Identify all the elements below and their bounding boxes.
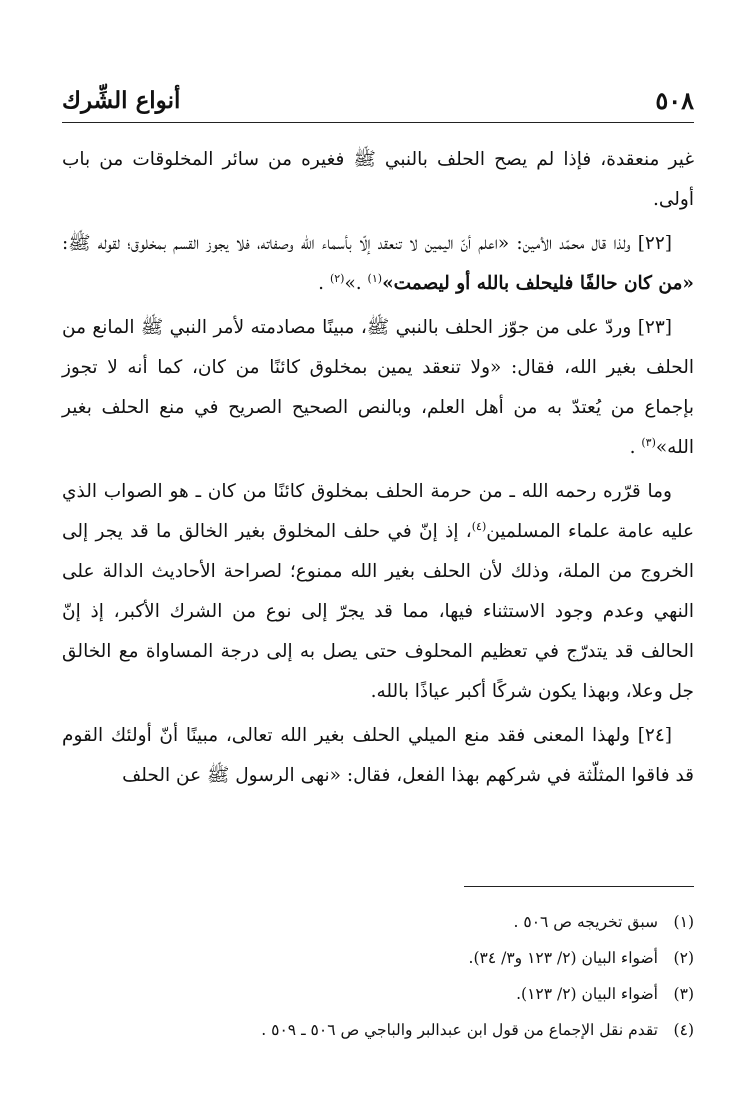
footnote-marker[interactable]: (٣) (641, 435, 656, 449)
footnote-item (62, 1012, 694, 1048)
footnote-item (62, 976, 694, 1012)
footnote-marker[interactable]: (٤) (471, 519, 487, 533)
footnote-item (62, 904, 694, 940)
main-text (62, 140, 694, 796)
footnote-item (62, 940, 694, 976)
footnote-number: (٢) (673, 949, 694, 967)
page-number: ٥٠٨ (655, 85, 694, 115)
paragraph-1 (62, 140, 694, 220)
section-number: [٢٢] (637, 233, 672, 254)
hadith-quote: «من كان حالفًا فليحلف بالله أو ليصمت» (382, 273, 694, 294)
section-number: [٢٣] (637, 317, 672, 338)
footnote-marker[interactable]: (١) (367, 271, 383, 285)
sentence-end: . (318, 273, 330, 294)
footnote-number: (٣) (673, 985, 694, 1003)
paragraph-24 (62, 716, 694, 796)
sentence-end: . (629, 437, 642, 458)
footnote-marker[interactable]: (٢) (329, 271, 345, 285)
footnote-separator (464, 886, 694, 887)
paragraph-commentary (62, 472, 694, 712)
paragraph-23 (62, 308, 694, 468)
footnote-text: سبق تخريجه ص ٥٠٦ . (513, 913, 658, 931)
paragraph-text: وردّ على من جوّز الحلف بالنبي ﷺ، مبينًا مصادمته لأمر النبي ﷺ المانع من الحلف بغير الله، فقال: «ولا تنعقد يمين بمخلوق كائنًا من كان، كما أنه لا تجوز بإجماع من يُعتدّ به من أهل العلم، وبالنص الصحيح الصريح في منع الحلف بغير الله» (62, 317, 694, 458)
footnote-number: (٤) (673, 1021, 694, 1039)
paragraph-text: غير منعقدة، فإذا لم يصح الحلف بالنبي ﷺ فغيره من سائر المخلوقات من باب أولى. (62, 149, 694, 210)
paragraph-22 (62, 224, 694, 304)
paragraph-text: ولهذا المعنى فقد منع الميلي الحلف بغير الله تعالى، مبينًا أنّ أولئك القوم قد فاقوا المثلّثة في شركهم بهذا الفعل، فقال: «نهى الرسول ﷺ عن الحلف (62, 725, 694, 786)
footnote-text: أضواء البيان (٢/ ١٢٣ و٣/ ٣٤). (468, 949, 658, 967)
section-number: [٢٤] (637, 725, 672, 746)
quote-close: .» (344, 273, 368, 294)
footnote-text: تقدم نقل الإجماع من قول ابن عبدالبر والباجي ص ٥٠٦ ـ ٥٠٩ . (261, 1021, 658, 1039)
footnotes (62, 904, 694, 1048)
paragraph-text: ، إذ إنّ في حلف المخلوق بغير الخالق ما قد يجر إلى الخروج من الملة، وذلك لأن الحلف بغير الله ممنوع؛ لصراحة الأحاديث الدالة على النهي وعدم وجود الاستثناء فيها، مما قد يجرّ إلى نوع من الشرك الأكبر، إذ إنّ الحالف قد يتدرّج في تعظيم المحلوف حتى يصل به إلى درجة المساواة مع الخالق جل وعلا، وبهذا يكون شركًا أكبر عياذًا بالله. (62, 521, 694, 702)
page-header (62, 78, 694, 123)
footnote-number: (١) (673, 913, 694, 931)
paragraph-text: ولذا قال محمّد الأمين: «اعلم أنّ اليمين لا تنعقد إلّا بأسماء الله وصفاته، فلا يجوز القسم بمخلوق؛ لقوله ﷺ: (62, 233, 638, 254)
paragraph-text: وما قرّره رحمه الله ـ من حرمة الحلف بمخلوق كائنًا من كان ـ هو الصواب الذي عليه عامة علماء المسلمين (62, 481, 694, 542)
running-title: أنواع الشِّرك (62, 86, 181, 114)
footnote-text: أضواء البيان (٢/ ١٢٣). (516, 985, 658, 1003)
